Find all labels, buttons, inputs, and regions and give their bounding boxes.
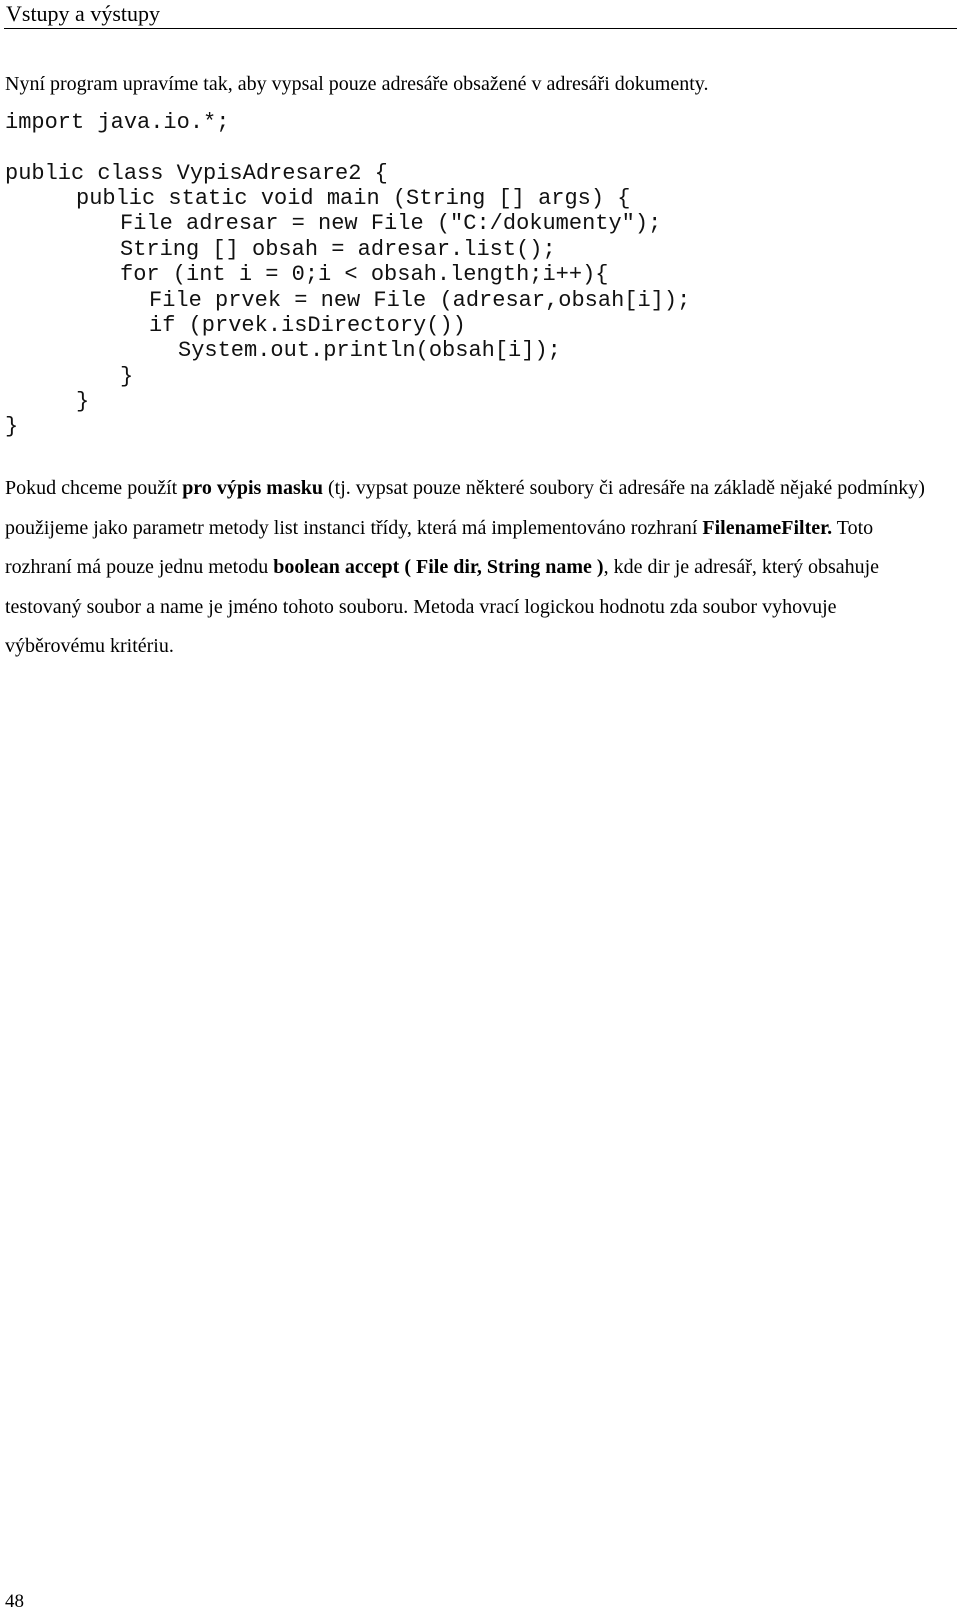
body-paragraph (5, 469, 940, 667)
code-line: String [] obsah = adresar.list(); (120, 237, 556, 262)
paragraph-text: Pokud chceme použít (5, 477, 183, 499)
paragraph-bold-text: FilenameFilter. (702, 516, 833, 539)
code-line: if (prvek.isDirectory()) (149, 313, 466, 338)
code-line: } (120, 364, 134, 389)
intro-text: Nyní program upravíme tak, aby vypsal pouze adresáře obsažené v adresáři dokumenty. (5, 73, 709, 95)
page-number: 48 (5, 1591, 24, 1612)
code-line: import java.io.*; (5, 110, 230, 135)
code-line: public static void main (String [] args) { (76, 186, 631, 211)
code-line: } (76, 389, 90, 414)
code-line: File prvek = new File (adresar,obsah[i]); (149, 288, 691, 313)
paragraph-text: (tj. vypsat pouze některé soubory či adresáře na základě nějaké podmínky) použijeme jako parametr metody list instanci třídy, která má implementováno rozhraní (5, 477, 925, 539)
paragraph-text: Toto rozhraní má pouze jednu metodu (5, 516, 874, 578)
header-title: Vstupy a výstupy (6, 1, 160, 26)
page-header (4, 0, 957, 29)
code-line: File adresar = new File ("C:/dokumenty"); (120, 211, 662, 236)
paragraph-text: , kde dir je adresář, který obsahuje testovaný soubor a name je jméno tohoto souboru. Metoda vrací logickou hodnotu zda soubor vyhovuje výběrovému kritériu. (5, 556, 880, 657)
code-line: for (int i = 0;i < obsah.length;i++){ (120, 262, 609, 287)
code-line: } (5, 414, 19, 439)
paragraph-bold-text: pro výpis masku (182, 477, 323, 499)
code-line: public class VypisAdresare2 { (5, 161, 388, 186)
paragraph-bold-text: boolean accept ( File dir, String name ) (273, 556, 604, 578)
code-line: System.out.println(obsah[i]); (178, 338, 561, 363)
